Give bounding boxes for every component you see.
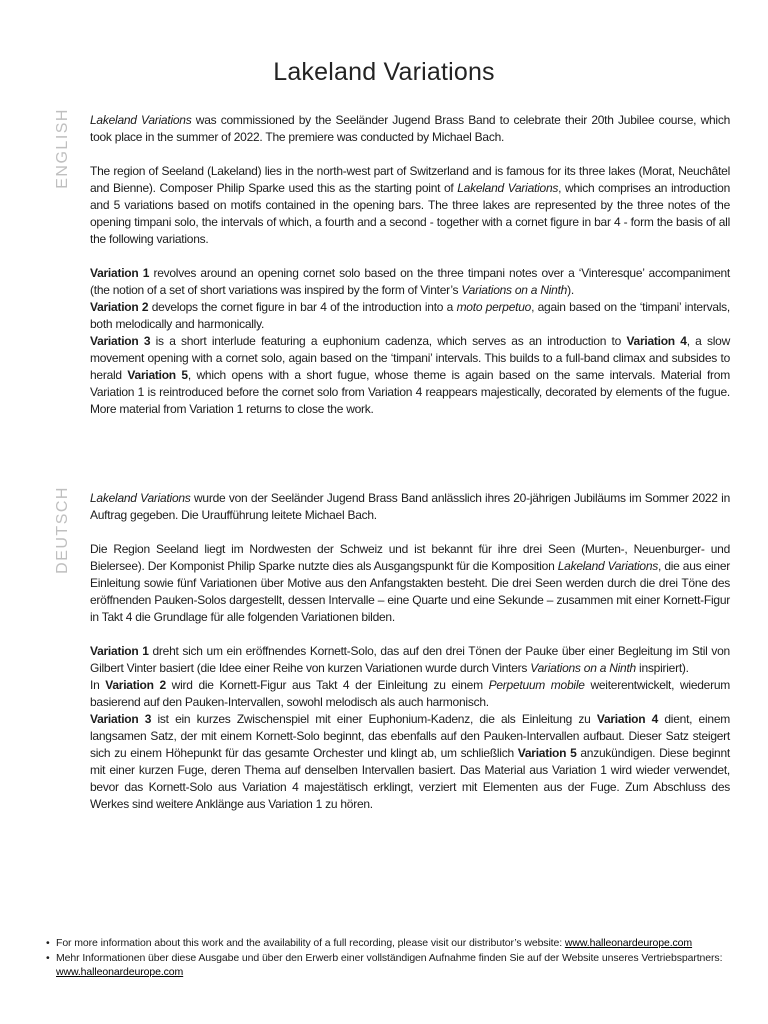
footnote-text bbox=[56, 951, 732, 980]
text-segment: Variation 4 bbox=[596, 712, 659, 726]
footer bbox=[46, 936, 732, 980]
text-segment: Lakeland Variations bbox=[457, 181, 559, 195]
paragraph bbox=[90, 333, 730, 418]
text-segment: Mehr Informationen über diese Ausgabe und über den Erwerb einer vollständigen Aufnahme finden Sie auf der Website unseres Vertriebspartners: bbox=[56, 951, 723, 964]
paragraph-block bbox=[90, 265, 730, 418]
text-segment: Variation 5 bbox=[517, 746, 577, 760]
paragraph bbox=[90, 112, 730, 146]
paragraph bbox=[90, 541, 730, 626]
text-segment: Die Region Seeland liegt im Nordwesten der Schweiz und ist bekannt für ihre drei Seen (Murten-, Neuenburger- und Bielersee). Der Komponist Philip Sparke nutzte dies als Ausgangspunkt für die Komposition bbox=[90, 542, 730, 573]
text-segment: dient, einem langsamen Satz, der mit einem Kornett-Solo beginnt, das ebenfalls auf den Pauken-Intervallen aufbaut. Dieser Satz steigert sich zu einem Höhepunkt für das gesamte Orchester und klingt ab, um schließlich bbox=[90, 712, 730, 760]
text-segment: Variation 4 bbox=[626, 334, 687, 348]
text-segment: Lakeland Variations bbox=[90, 113, 192, 127]
paragraph bbox=[90, 490, 730, 524]
text-segment: anzukündigen. Diese beginnt mit einer kurzen Fuge, deren Thema auf denselben Intervallen basiert. Das Material aus Variation 1 wird wieder verwendet, bevor das Kornett-Solo aus Variation 4 majestätisch erklingt, verziert mit Elementen aus der Fuge. Zum Abschluss des Werkes sind weitere Anklänge aus Variation 1 zu hören. bbox=[90, 746, 730, 811]
footnote bbox=[46, 936, 732, 951]
footnote-text bbox=[56, 936, 732, 951]
text-segment: moto perpetuo bbox=[456, 300, 532, 314]
text-segment: Variations on a Ninth bbox=[530, 661, 636, 675]
text-segment: For more information about this work and the availability of a full recording, please visit our distributor’s website: bbox=[56, 937, 565, 949]
text-segment: Variation 5 bbox=[127, 368, 188, 382]
paragraph-block bbox=[90, 163, 730, 248]
paragraph-block bbox=[90, 112, 730, 146]
text-segment: Variation 1 bbox=[90, 266, 150, 280]
text-segment: dreht sich um ein eröffnendes Kornett-Solo, das auf den drei Tönen der Pauke über einer Begleitung im Stil von Gilbert Vinter basiert (die Idee einer Reihe von kurzen Variationen wurde durch Vinters bbox=[90, 644, 730, 675]
distributor-website-link[interactable]: www.halleonardeurope.com bbox=[564, 937, 693, 949]
section-deutsch bbox=[54, 486, 731, 813]
text-segment: , a slow movement opening with a cornet solo, again based on the ‘timpani’ intervals. This builds to a full-band climax and subsides to herald bbox=[90, 334, 730, 382]
text-segment: Variation 3 bbox=[90, 334, 151, 348]
paragraph bbox=[90, 299, 730, 333]
text-segment: Variation 1 bbox=[90, 644, 149, 658]
text-segment: develops the cornet figure in bar 4 of the introduction into a bbox=[148, 300, 457, 314]
text-segment: In bbox=[90, 678, 106, 692]
text-segment: , which comprises an introduction and 5 variations based on motifs contained in the opening bars. The three lakes are represented by the three notes of the opening timpani solo, the intervals of which, a fourth and a second - together with a cornet figure in bar 4 - form the basis of all the following variations. bbox=[90, 181, 730, 246]
text-segment: Lakeland Variations bbox=[90, 491, 191, 505]
section-english bbox=[54, 108, 730, 418]
text-segment: wird die Kornett-Figur aus Takt 4 der Einleitung zu einem bbox=[165, 678, 489, 692]
bullet-icon: • bbox=[46, 951, 50, 964]
text-segment: ). bbox=[567, 283, 574, 297]
text-segment: , die aus einer Einleitung sowie fünf Variationen über Motive aus den Anfangstakten besteht. Die drei Seen werden durch die drei Töne des eröffnenden Pauken-Solos dargestellt, dessen Intervalle – eine Quarte und eine Sekunde – zusammen mit einer Kornett-Figur in Takt 4 die Grundlage für alle folgenden Variationen bilden. bbox=[90, 559, 730, 624]
paragraph-block bbox=[90, 490, 730, 524]
paragraph bbox=[90, 711, 730, 813]
text-segment: inspiriert). bbox=[635, 661, 689, 675]
text-segment: weiterentwickelt, wiederum basierend auf den Pauken-Intervallen, sowohl melodisch als auch harmonisch. bbox=[90, 678, 731, 709]
language-label-english: ENGLISH bbox=[54, 108, 71, 189]
footnote bbox=[46, 951, 732, 980]
bullet-icon: • bbox=[46, 937, 50, 949]
paragraph bbox=[90, 265, 730, 299]
distributor-website-link[interactable]: www.halleonardeurope.com bbox=[56, 966, 184, 978]
paragraph-block bbox=[90, 541, 730, 626]
text-segment: Variations on a Ninth bbox=[461, 283, 568, 297]
text-segment: ist ein kurzes Zwischenspiel mit einer Euphonium-Kadenz, die als Einleitung zu bbox=[151, 712, 597, 726]
paragraph-block bbox=[90, 643, 730, 813]
text-segment: The region of Seeland (Lakeland) lies in the north-west part of Switzerland and is famous for its three lakes (Morat, Neuchâtel and Bienne). Composer Philip Sparke used this as the starting point of bbox=[90, 164, 730, 195]
paragraph bbox=[90, 677, 730, 711]
text-segment: was commissioned by the Seeländer Jugend Brass Band to celebrate their 20th Jubilee course, which took place in the summer of 2022. The premiere was conducted by Michael Bach. bbox=[90, 113, 730, 144]
text-segment: Variation 2 bbox=[90, 300, 149, 314]
text-segment: , which opens with a short fugue, whose theme is again based on the same intervals. Material from Variation 1 is reintroduced before the cornet solo from Variation 4 reappears majestically, decorated by elements of the fugue. More material from Variation 1 returns to close the work. bbox=[90, 368, 730, 416]
text-segment: wurde von der Seeländer Jugend Brass Band anlässlich ihres 20-jährigen Jubiläums im Sommer 2022 in Auftrag gegeben. Die Uraufführung leitete Michael Bach. bbox=[90, 491, 730, 522]
text-segment: is a short interlude featuring a euphonium cadenza, which serves as an introduction to bbox=[150, 334, 627, 348]
text-segment: revolves around an opening cornet solo based on the three timpani notes over a ‘Vinteresque’ accompaniment (the notion of a set of short variations was inspired by the form of Vinter’s bbox=[90, 266, 730, 297]
text-segment: Perpetuum mobile bbox=[488, 678, 585, 692]
text-segment: Lakeland Variations bbox=[557, 559, 659, 573]
paragraph bbox=[90, 163, 730, 248]
paragraph bbox=[90, 643, 730, 677]
language-label-deutsch: DEUTSCH bbox=[54, 486, 71, 574]
page-title: Lakeland Variations bbox=[273, 58, 495, 86]
text-segment: Variation 2 bbox=[105, 678, 166, 692]
text-segment: , again based on the ‘timpani’ intervals, both melodically and harmonically. bbox=[90, 300, 730, 331]
text-segment: Variation 3 bbox=[90, 712, 152, 726]
